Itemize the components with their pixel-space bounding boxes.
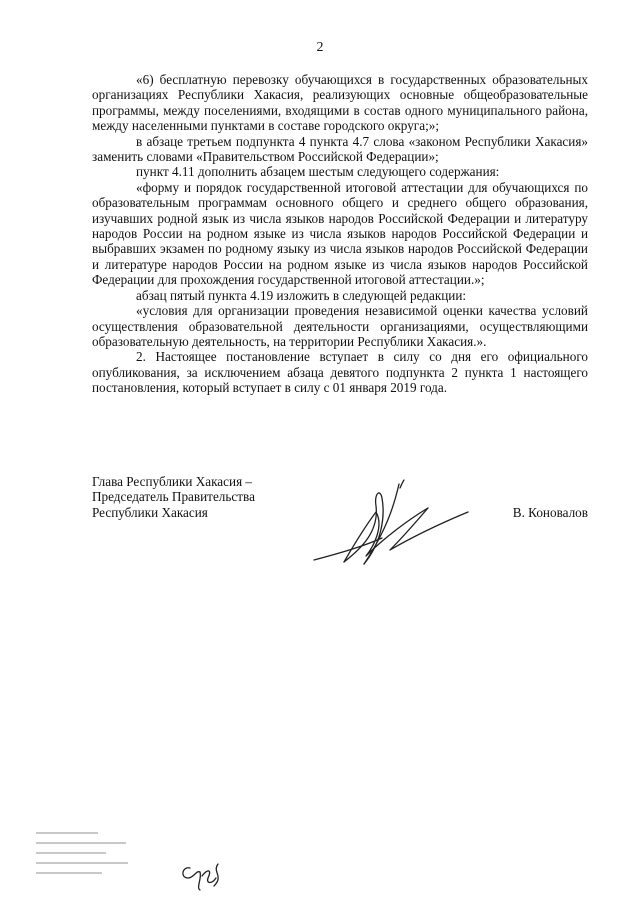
paragraph: «6) бесплатную перевозку обучающихся в государственных образовательных организациях Республики Хакасия, реализующих основные общеобразовательные программы, между поселениями, входящими в состав одного муниципального района, между населенными пунктами в составе городского округа;»; <box>92 72 588 134</box>
handwritten-initials <box>178 858 226 894</box>
faded-registration-stamp <box>36 828 136 878</box>
document-body <box>92 72 588 396</box>
paragraph: 2. Настоящее постановление вступает в силу со дня его официального опубликования, за исключением абзаца девятого подпункта 2 пункта 1 настоящего постановления, который вступает в силу с 01 января 2019 года. <box>92 349 588 396</box>
signatory-title-line: Председатель Правительства <box>92 489 255 505</box>
paragraph: «условия для организации проведения независимой оценки качества условий осуществления образовательной деятельности организациями, осуществляющими образовательную деятельность, на территории Республики Хакасия.». <box>92 303 588 349</box>
paragraph: в абзаце третьем подпункта 4 пункта 4.7 слова «законом Республики Хакасия» заменить словами «Правительством Российской Федерации»; <box>92 133 588 165</box>
paragraph: «форму и порядок государственной итоговой аттестации для обучающихся по образовательным программам основного общего и среднего общего образования, изучавших родной язык из числа языков народов Российской Федерации и литературу народов России на родном языке из числа языков народов Российской Федерации и выбравших экзамен по родному языку из числа языков народов Российской Федерации и литературе народов России на родном языке из числа языков народов Российской Федерации для прохождения государственной итоговой аттестации.»; <box>92 179 588 288</box>
signatory-title-line: Республики Хакасия <box>92 504 208 520</box>
signature-block <box>92 474 588 564</box>
signatory-title-line: Глава Республики Хакасия – <box>92 474 253 489</box>
handwritten-signature <box>304 476 504 571</box>
signatory-title <box>92 474 255 520</box>
signatory-name: В. Коновалов <box>512 505 588 520</box>
paragraph: абзац пятый пункта 4.19 изложить в следующей редакции: <box>136 287 467 303</box>
paragraph: пункт 4.11 дополнить абзацем шестым следующего содержания: <box>136 164 500 180</box>
page-number: 2 <box>316 40 324 55</box>
